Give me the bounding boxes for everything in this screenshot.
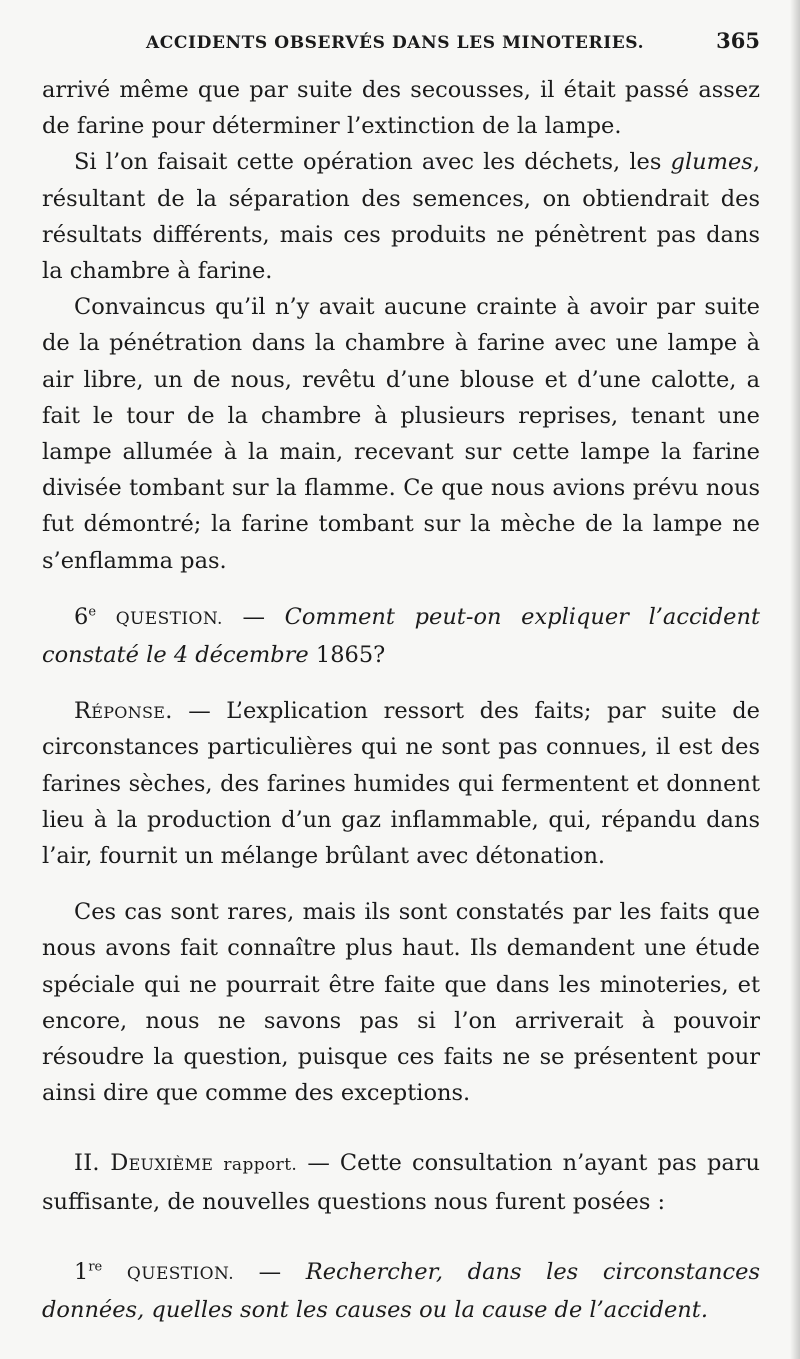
- paragraph-experiment: [42, 289, 760, 579]
- question-ordinal: e: [88, 604, 97, 620]
- running-title: ACCIDENTS OBSERVÉS DANS LES MINOTERIES.: [146, 33, 645, 53]
- question-year: 1865?: [308, 642, 386, 669]
- running-head: [146, 28, 760, 72]
- question-1: [42, 1254, 760, 1328]
- question-ordinal: re: [88, 1259, 103, 1275]
- paragraph-continuation: [42, 72, 760, 144]
- page-edge-shadow: [790, 0, 800, 1359]
- question-label: QUESTION.: [115, 608, 223, 629]
- question-text: Rechercher, dans les circonstances données, quelles sont les causes ou la cause de l’accident.: [42, 1258, 761, 1324]
- paragraph-text: Si l’on faisait cette opération avec les déchets, les: [74, 149, 671, 176]
- question-number: 6: [74, 603, 89, 630]
- paragraph-glumes: [42, 144, 760, 289]
- question-6: [42, 599, 760, 673]
- report-label-word: rapport.: [223, 1155, 298, 1176]
- paragraph-text: Convaincus qu’il n’y avait aucune crainte à avoir par suite de la pénétration dans la chambre à farine avec une lampe à air libre, un de nous, revêtu d’une blouse et d’une calotte, a fait le tour de la chambre à plusieurs reprises, tenant une lampe allumée à la main, recevant sur cette lampe la farine divisée tombant sur la flamme. Ce que nous avions prévu nous fut démontré; la farine tombant sur la mèche de la lampe ne s’enflamma pas.: [42, 294, 760, 574]
- paragraph-text: , résultant de la séparation des semences, on obtiendrait des résultats différents, mais ces produits ne pénètrent pas dans la chambre à farine.: [42, 149, 760, 285]
- answer-label: Réponse.: [74, 698, 173, 725]
- answer-paragraph: [42, 693, 760, 874]
- italic-term: glumes: [670, 149, 753, 176]
- body-text: [42, 72, 760, 1328]
- question-dash: —: [222, 603, 285, 630]
- second-report: [42, 1145, 760, 1219]
- question-number: 1: [74, 1258, 89, 1285]
- paragraph-text: arrivé même que par suite des secousses, il était passé assez de farine pour déterminer l’extinction de la lampe.: [42, 77, 760, 140]
- paragraph-text: Ces cas sont rares, mais ils sont constatés par les faits que nous avons fait connaître plus haut. Ils demandent une étude spéciale qui ne pourrait être faite que dans les minoteries, et encore, nous ne savons pas si l’on arriverait à pouvoir résoudre la question, puisque ces faits ne se présentent pour ainsi dire que comme des exceptions.: [42, 899, 760, 1107]
- page-number: 365: [716, 28, 760, 53]
- answer-text: — L’explication ressort des faits; par suite de circonstances particulières qui ne sont pas connues, il est des farines sèches, des farines humides qui fermentent et donnent lieu à la production d’un gaz inflammable, qui, répandu dans l’air, fournit un mélange brûlant avec détonation.: [42, 698, 760, 870]
- question-text: Comment peut-on expliquer l’accident constaté le 4 décembre: [42, 603, 761, 669]
- report-text: — Cette consultation n’ayant pas paru suffisante, de nouvelles questions nous furent posées :: [42, 1150, 761, 1215]
- paragraph-rare-cases: [42, 894, 760, 1111]
- question-dash: —: [234, 1258, 306, 1285]
- question-label: QUESTION.: [126, 1263, 234, 1284]
- report-label: II. Deuxième: [74, 1150, 214, 1177]
